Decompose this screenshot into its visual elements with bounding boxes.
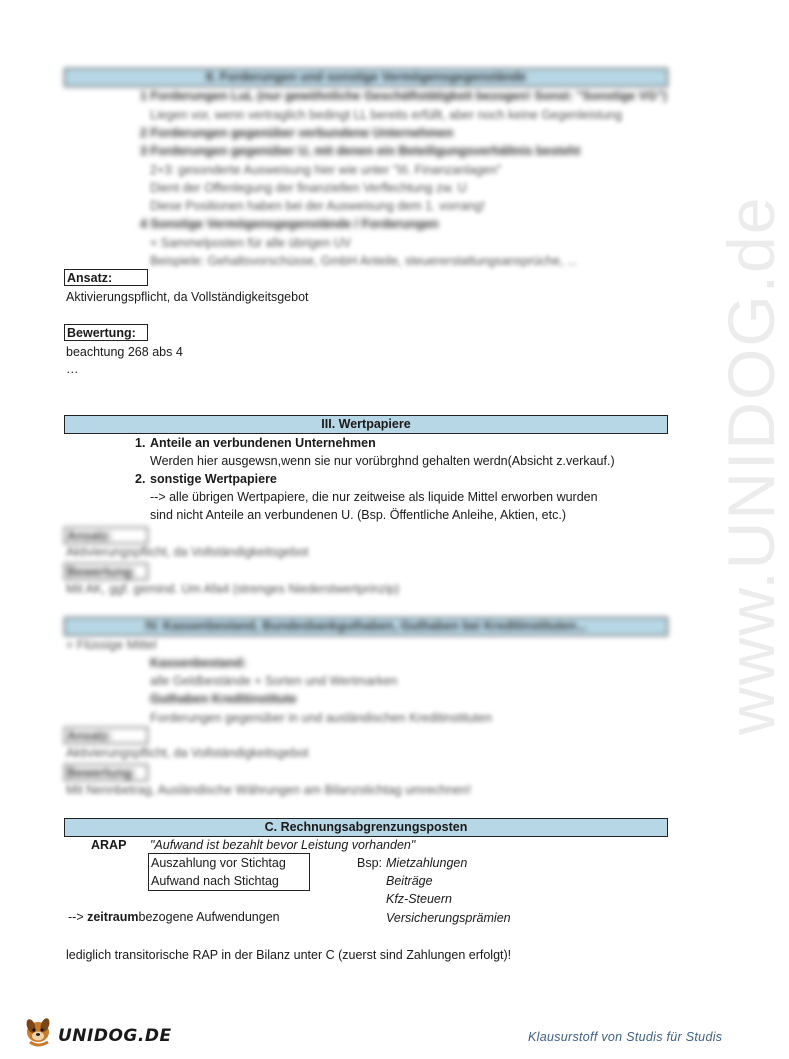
bezogene-text: bezogene Aufwendungen <box>138 910 280 924</box>
sec2-item: Dient der Offenlegung der finanziellen Verflechtung zw. U <box>150 181 467 195</box>
zeitraum-line <box>68 910 280 924</box>
unidog-logo <box>22 1012 172 1048</box>
ansatz-text: Aktivierungspflicht, da Vollständigkeitsgebot <box>66 545 309 559</box>
sec2-item: 1 Forderungen LuL (nur gewöhnliche Geschäftstätigkeit bezogen! Sonst: "Sonstige VG") <box>140 89 667 103</box>
footer-tagline: Klausurstoff von Studis für Studis <box>528 1030 723 1044</box>
dog-icon <box>22 1012 62 1048</box>
section-iii-header: III. Wertpapiere <box>64 415 668 434</box>
zeitraum-word: zeitraum <box>87 910 139 924</box>
logo-text: UNIDOG.DE <box>58 1026 172 1046</box>
item-heading: Anteile an verbundenen Unternehmen <box>150 436 376 450</box>
arap-quote: "Aufwand ist bezahlt bevor Leistung vorhanden" <box>150 838 416 852</box>
bewertung-label: Bewertung: <box>64 764 148 781</box>
sec2-item: 4 Sonstige Vermögensgegenstände / Forderungen <box>140 217 439 231</box>
ansatz-label: Ansatz: <box>64 527 148 544</box>
example-item: Kfz-Steuern <box>386 892 453 906</box>
ansatz-text: Aktivierungspflicht, da Vollständigkeitsgebot <box>66 746 309 760</box>
example-item: Mietzahlungen <box>386 856 468 870</box>
box-line: Aufwand nach Stichtag <box>151 874 279 888</box>
bewertung-text: Mit AK, ggf. gemind. Um Afa4 (strenges Niederstwertprinzip) <box>66 582 400 596</box>
rap-note: lediglich transitorische RAP in der Bilanz unter C (zuerst sind Zahlungen erfolgt)! <box>66 948 512 962</box>
sec2-item: Diese Positionen haben bei der Ausweisung dem 1. vorrang! <box>150 199 485 213</box>
bewertung-text: beachtung 268 abs 4 <box>66 345 183 359</box>
sec2-item: 2+3: gesonderte Ausweisung hier wie unter "III. Finanzanlagen" <box>150 163 502 177</box>
ellipsis: … <box>66 362 79 376</box>
section-iv-header: IV. Kassenbestand, Bundesbankguthaben, Guthaben bei Kreditinstituten... <box>64 617 668 636</box>
box-line: Auszahlung vor Stichtag <box>151 856 286 870</box>
ansatz-label: Ansatz: <box>64 269 148 286</box>
sec2-item: 2 Forderungen gegenüber verbundene Unternehmen <box>140 126 454 140</box>
sec2-item: = Sammelposten für alle übrigen UV <box>150 236 352 250</box>
sec2-item: Beispiele: Gehaltsvorschüsse, GmbH Anteile, steuererstattungsansprüche, ... <box>150 254 578 268</box>
example-item: Versicherungsprämien <box>386 911 511 925</box>
item-text: sind nicht Anteile an verbundenen U. (Bsp. Öffentliche Anleihe, Aktien, etc.) <box>150 508 566 522</box>
arrow: --> <box>68 910 84 924</box>
sec2-item: 3 Forderungen gegenüber U, mit denen ein Beteiligungsverhältnis besteht <box>140 144 581 158</box>
sec4-heading: Guthaben Kreditinstitute <box>150 692 297 706</box>
item-number: 2. <box>135 472 146 486</box>
arap-definition-box <box>148 853 310 891</box>
item-number: 1. <box>135 436 146 450</box>
item-text: --> alle übrigen Wertpapiere, die nur zeitweise als liquide Mittel erworben wurden <box>150 490 598 504</box>
arap-label: ARAP <box>91 838 127 852</box>
bewertung-label: Bewertung: <box>64 563 148 580</box>
item-heading: sonstige Wertpapiere <box>150 472 277 486</box>
bewertung-label: Bewertung: <box>64 324 148 341</box>
item-text: Werden hier ausgewsn,wenn sie nur vorübrghnd gehalten werdn(Absicht z.verkauf.) <box>150 454 615 468</box>
watermark: www.UNIDOG.de <box>714 195 788 735</box>
ansatz-text: Aktivierungspflicht, da Vollständigkeitsgebot <box>66 290 309 304</box>
sec2-item: Liegen vor, wenn vertraglich bedingt LL bereits erfüllt, aber noch keine Gegenleistung <box>150 108 623 122</box>
ansatz-label: Ansatz: <box>64 727 148 744</box>
bsp-label: Bsp: <box>357 856 383 870</box>
sec4-text: alle Geldbestände + Sorten und Wertmarken <box>150 674 398 688</box>
section-c-header: C. Rechnungsabgrenzungsposten <box>64 818 668 837</box>
sec4-text: Forderungen gegenüber in und ausländischen Kreditinstituten <box>150 711 492 725</box>
sec4-heading: Kassenbestand: <box>150 656 247 670</box>
sec4-line: = Flüssige Mittel <box>66 638 157 652</box>
section-ii-header: II. Forderungen und sonstige Vermögensgegenstände <box>64 68 668 87</box>
bewertung-text: Mit Nennbetrag, Ausländische Währungen am Bilanzstichtag umrechnen! <box>66 783 472 797</box>
example-item: Beiträge <box>386 874 433 888</box>
